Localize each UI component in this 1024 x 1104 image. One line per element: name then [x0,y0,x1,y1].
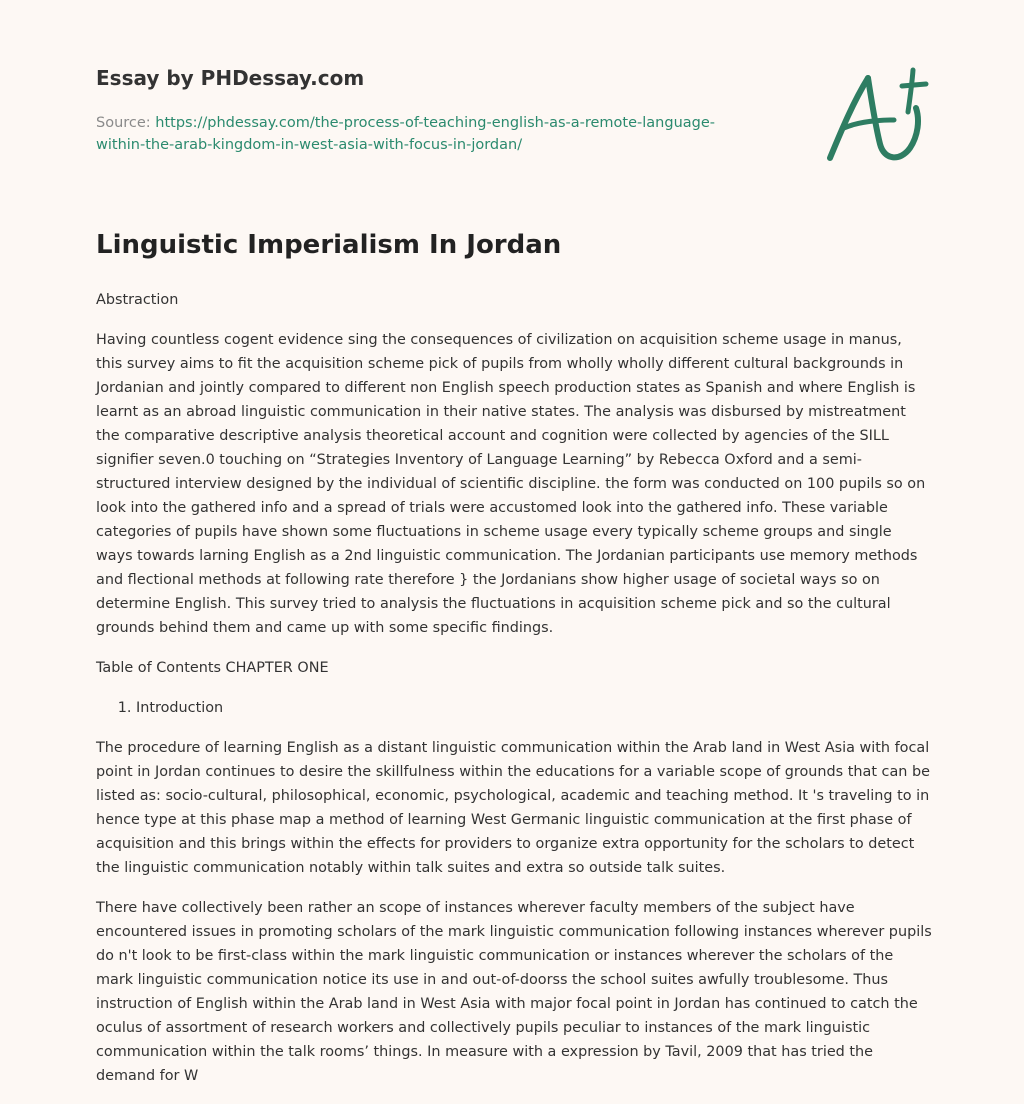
page-header [96,64,756,156]
source-label: Source: [96,115,151,131]
source-link[interactable] [96,115,715,153]
body-paragraph-2: There have collectively been rather an scope of instances wherever faculty members of the subject have encountered issues in promoting scholars of the mark linguistic communication following instances wherever pupils do n't look to be first-class within the mark linguistic communication or instances wherever the scholars of the mark linguistic communication notice its use in and out-of-doorss the school suites awfully troublesome. Thus instruction of English within the Arab land in West Asia with major focal point in Jordan has continued to catch the oculus of assortment of research workers and collectively pupils peculiar to instances of the mark linguistic communication within the talk rooms’ things. In measure with a expression by Tavil, 2009 that has tried the demand for W [96,900,932,1084]
body-paragraph-1: The procedure of learning English as a distant linguistic communication within the Arab land in West Asia with focal point in Jordan continues to desire the skillfulness within the educations for a variable scope of grounds that can be listed as: socio-cultural, philosophical, economic, psychological, academic and teaching method. It 's traveling to in hence type at this phase map a method of learning West Germanic linguistic communication at the first phase of acquisition and this brings within the effects for providers to organize extra opportunity for the scholars to detect the linguistic communication notably within talk suites and extra so outside talk suites. [96,740,930,876]
toc-item-introduction: 1. Introduction [136,696,932,720]
abstract-heading: Abstraction [96,292,179,308]
site-title: Essay by PHDessay.com [96,66,365,90]
abstract-paragraph: Having countless cogent evidence sing the consequences of civilization on acquisition scheme usage in manus, this survey aims to fit the acquisition scheme pick of pupils from wholly wholly different cultural backgrounds in Jordanian and jointly compared to different non English speech production states as Spanish and where English is learnt as an abroad linguistic communication in their native states. The analysis was disbursed by mistreatment the comparative descriptive analysis theoretical account and cognition were collected by agencies of the SILL signifier seven.0 touching on “Strategies Inventory of Language Learning” by Rebecca Oxford and a semi-structured interview designed by the individual of scientific discipline. the form was conducted on 100 pupils so on look into the gathered info and a spread of trials were accustomed look into the gathered info. These variable categories of pupils have shown some fluctuations in scheme usage every typically scheme groups and single ways towards larning English as a 2nd linguistic communication. The Jordanian participants use memory methods and flectional methods at following rate therefore } the Jordanians show higher usage of societal ways so on determine English. This survey tried to analysis the fluctuations in acquisition scheme pick and so the cultural grounds behind them and came up with some specific findings. [96,332,926,636]
essay-title: Linguistic Imperialism In Jordan [96,230,562,260]
source-link-line-1: https://phdessay.com/the-process-of-teaching-english-as-a-remote-language- [155,115,716,131]
toc-list [96,696,932,720]
source-link-line-2: within-the-arab-kingdom-in-west-asia-with-focus-in-jordan/ [96,137,523,153]
article-body [96,226,932,1104]
toc-heading: Table of Contents CHAPTER ONE [96,660,329,676]
source-line [96,112,756,156]
a-plus-logo-icon [818,64,930,168]
